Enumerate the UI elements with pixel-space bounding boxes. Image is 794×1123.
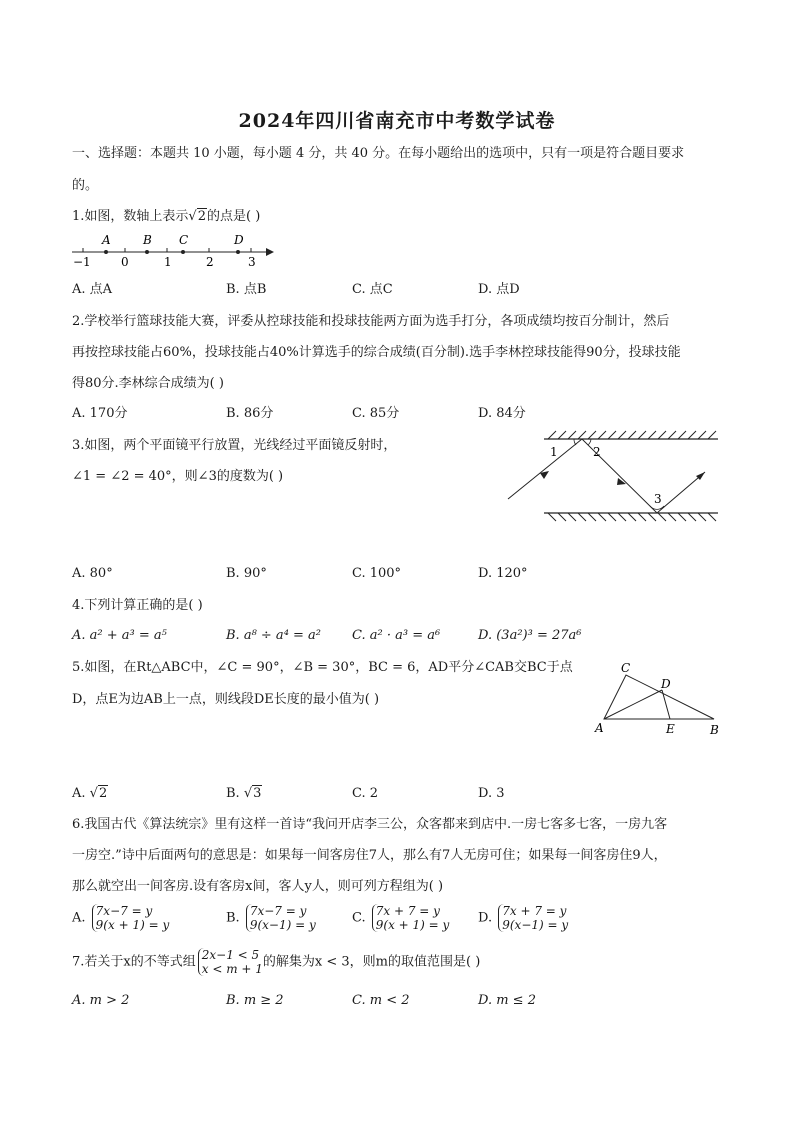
q6-option-a-system: [92, 904, 170, 932]
q2-option-a: A. 170分: [72, 406, 128, 421]
q1-stem-suffix: 的点是( ): [206, 209, 261, 224]
equation: 7x−7 = y: [95, 904, 153, 918]
q6-option-d-label: D.: [478, 910, 493, 926]
q2-line1: 2.学校举行篮球技能大赛，评委从控球技能和投球技能两方面为选手打分，各项成绩均按百分制计，然后: [72, 314, 670, 329]
sqrt-symbol: √: [89, 786, 98, 801]
point-label-c: C: [179, 233, 189, 247]
q3-line2: ∠1 = ∠2 = 40°，则∠3的度数为( ): [72, 469, 284, 484]
q1-stem: [72, 207, 260, 227]
q6-line3: 那么就空出一间客房.设有客房x间，客人y人，则可列方程组为( ): [72, 879, 444, 894]
q4-option-b: B. a⁸ ÷ a⁴ = a²: [226, 628, 322, 643]
equation: 9(x + 1) = y: [95, 918, 170, 932]
segment-de: [662, 690, 670, 719]
q1-option-a: A. 点A: [72, 282, 113, 297]
tick-label-0: 0: [121, 255, 129, 269]
q1-radical: 2: [197, 209, 206, 224]
axis-arrow: [266, 248, 274, 256]
q6-option-c-label: C.: [352, 910, 366, 926]
q1-option-d: D. 点D: [478, 282, 520, 297]
q2-line2: 再按控球技能占60%，投球技能占40%计算选手的综合成绩(百分制).选手李林控球技能得90分，投球技能: [72, 345, 681, 360]
q5-option-c-label: C.: [352, 786, 366, 801]
q5-option-a-radical: 2: [98, 786, 108, 801]
q6-option-b: [226, 904, 316, 932]
angle-1-arc: [574, 439, 576, 445]
q1-number-line: [70, 230, 280, 270]
tick-label-2: 2: [206, 255, 214, 269]
inequality: 2x−1 < 5: [201, 948, 260, 962]
segment-ad: [604, 690, 662, 719]
sqrt-symbol: √: [188, 209, 197, 224]
q6-option-b-label: B.: [226, 910, 240, 926]
q7-option-c: C. m < 2: [352, 993, 410, 1008]
q5-option-d-value: 3: [496, 786, 505, 801]
q5-option-b: [226, 784, 262, 804]
point-label-d: D: [234, 233, 244, 247]
point-a-dot: [104, 250, 108, 254]
q6-option-c: [352, 904, 449, 932]
q4-option-c: C. a² · a³ = a⁶: [352, 628, 441, 643]
q6-option-d: [478, 904, 568, 932]
q2-option-b: B. 86分: [226, 406, 274, 421]
vertex-label-e: E: [666, 722, 675, 736]
q1-option-b: B. 点B: [226, 282, 267, 297]
q7-inequality-system: [198, 948, 263, 976]
equation: 9(x + 1) = y: [375, 918, 450, 932]
q2-option-d: D. 84分: [478, 406, 526, 421]
vertex-label-c: C: [621, 661, 631, 675]
q1-stem-prefix: 1.如图，数轴上表示: [72, 209, 189, 224]
bottom-mirror-hatch: [548, 513, 716, 521]
equation: 7x + 7 = y: [375, 904, 440, 918]
q3-option-b: B. 90°: [226, 566, 267, 581]
q3-option-d: D. 120°: [478, 566, 528, 581]
q6-option-c-system: [372, 904, 450, 932]
q7-option-a: A. m > 2: [72, 993, 130, 1008]
q5-option-b-label: B.: [226, 786, 240, 801]
angle-label-1: 1: [550, 445, 558, 459]
page-title: 2024年四川省南充市中考数学试卷: [238, 110, 556, 132]
q4-stem: 4.下列计算正确的是( ): [72, 598, 203, 613]
axis-ticks: [83, 248, 251, 252]
q5-option-d-label: D.: [478, 786, 493, 801]
q2-option-c: C. 85分: [352, 406, 400, 421]
q6-option-d-system: [498, 904, 568, 932]
point-label-b: B: [143, 233, 152, 247]
q5-option-b-radical: 3: [253, 786, 262, 801]
q5-option-c-value: 2: [369, 786, 379, 801]
inequality: x < m + 1: [201, 962, 263, 976]
triangle-abc: [604, 675, 714, 719]
vertex-label-d: D: [661, 677, 671, 691]
q5-option-d: [478, 784, 505, 804]
q2-line3: 得80分.李林综合成绩为( ): [72, 376, 224, 391]
point-c-dot: [181, 250, 185, 254]
tick-label-minus1: −1: [73, 255, 91, 269]
point-label-a: A: [102, 233, 111, 247]
top-mirror-hatch: [548, 431, 716, 439]
q6-option-a: [72, 904, 169, 932]
q7-option-b: B. m ≥ 2: [226, 993, 284, 1008]
q5-option-a: [72, 784, 108, 804]
q6-option-b-system: [246, 904, 316, 932]
q4-option-a: A. a² + a³ = a⁵: [72, 628, 167, 643]
tick-label-1: 1: [164, 255, 172, 269]
q4-option-d: D. (3a²)³ = 27a⁶: [478, 628, 582, 643]
q3-mirror-figure: [500, 428, 725, 528]
q1-option-c: C. 点C: [352, 282, 393, 297]
q6-option-a-label: A.: [72, 910, 86, 926]
q5-option-c: [352, 784, 378, 804]
section-instructions-line1: 一、选择题：本题共 10 小题，每小题 4 分，共 40 分。在每小题给出的选项中，只有一项是符合题目要求: [72, 146, 685, 161]
tick-label-3: 3: [248, 255, 256, 269]
vertex-label-a: A: [595, 721, 604, 735]
q5-line2: D，点E为边AB上一点，则线段DE长度的最小值为( ): [72, 692, 380, 707]
q5-option-a-label: A.: [72, 786, 86, 801]
light-ray: [508, 439, 705, 513]
q7-stem: [72, 948, 480, 976]
vertex-label-b: B: [710, 723, 719, 737]
q3-option-c: C. 100°: [352, 566, 402, 581]
equation: 7x + 7 = y: [502, 904, 567, 918]
q7-prefix: 7.若关于x的不等式组: [72, 954, 196, 970]
equation: 9(x−1) = y: [502, 918, 569, 932]
q3-line1: 3.如图，两个平面镜平行放置，光线经过平面镜反射时，: [72, 438, 397, 453]
q7-suffix: 的解集为x < 3，则m的取值范围是( ): [262, 954, 481, 970]
point-d-dot: [236, 250, 240, 254]
q7-option-d: D. m ≤ 2: [478, 993, 536, 1008]
equation: 9(x−1) = y: [249, 918, 316, 932]
q6-line1: 6.我国古代《算法统宗》里有这样一首诗“我问开店李三公，众客都来到店中.一房七客多七客，一房九客: [72, 817, 668, 832]
q6-line2: 一房空.”诗中后面两句的意思是：如果每一间客房住7人，那么有7人无房可住；如果每一间客房住9人，: [72, 848, 667, 863]
angle-label-2: 2: [593, 445, 601, 459]
point-b-dot: [145, 250, 149, 254]
angle-2-arc: [588, 439, 591, 445]
sqrt-symbol: √: [243, 786, 253, 801]
q5-triangle-figure: [592, 658, 726, 740]
q5-line1: 5.如图，在Rt△ABC中，∠C = 90°，∠B = 30°，BC = 6，AD平分∠CAB交BC于点: [72, 660, 573, 675]
angle-label-3: 3: [654, 492, 662, 506]
equation: 7x−7 = y: [249, 904, 307, 918]
section-instructions-line2: 的。: [72, 178, 99, 193]
q3-option-a: A. 80°: [72, 566, 113, 581]
